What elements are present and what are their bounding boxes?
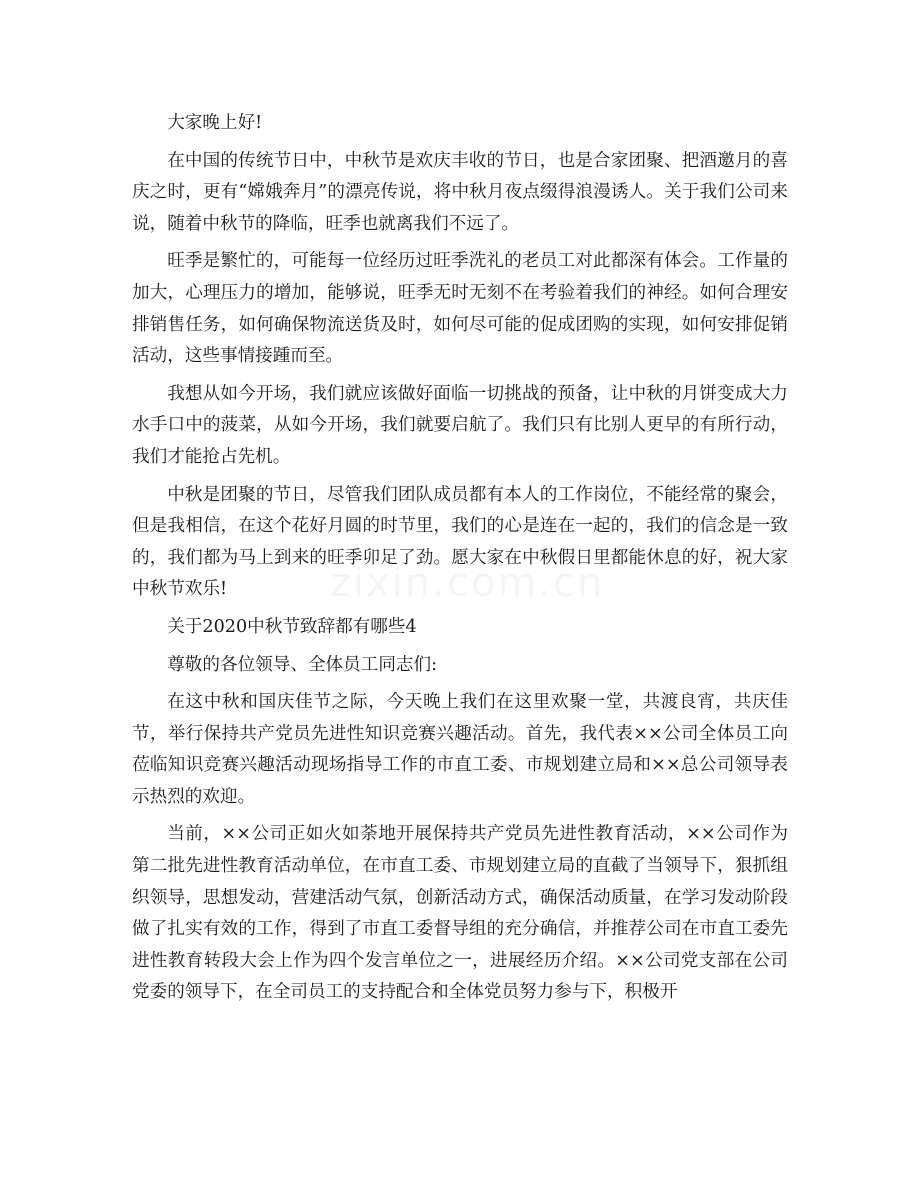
body-paragraph: 旺季是繁忙的，可能每一位经历过旺季洗礼的老员工对此都深有体会。工作量的加大，心理压力的增加，能够说，旺季无时无刻不在考验着我们的神经。如何合理安排销售任务，如何确保物流送货及时，如何尽可能的促成团购的实现，如何安排促销活动，这些事情接踵而至。 — [132, 251, 788, 367]
greeting-paragraph: 大家晚上好! — [167, 113, 263, 133]
body-paragraph: 中秋是团聚的节日，尽管我们团队成员都有本人的工作岗位，不能经常的聚会，但是我相信，在这个花好月圆的时节里，我们的心是连在一起的，我们的信念是一致的，我们都为马上到来的旺季卯足了劲。愿大家在中秋假日里都能休息的好，祝大家中秋节欢乐! — [132, 484, 788, 600]
section-heading: 关于2020中秋节致辞都有哪些4 — [167, 616, 417, 637]
body-paragraph: 我想从如今开场，我们就应该做好面临一切挑战的预备，让中秋的月饼变成大力水手口中的菠菜，从如今开场，我们就要启航了。我们只有比别人更早的有所行动，我们才能抢占先机。 — [132, 383, 788, 467]
body-paragraph: 在这中秋和国庆佳节之际，今天晚上我们在这里欢聚一堂，共渡良宵，共庆佳节，举行保持共产党员先进性知识竞赛兴趣活动。首先，我代表××公司全体员工向莅临知识竞赛兴趣活动现场指导工作的市直工委、市规划建立局和××总公司领导表示热烈的欢迎。 — [132, 692, 788, 807]
body-paragraph: 在中国的传统节日中，中秋节是欢庆丰收的节日，也是合家团聚、把酒邀月的喜庆之时，更有“嫦娥奔月”的漂亮传说，将中秋月夜点缀得浪漫诱人。关于我们公司来说，随着中秋节的降临，旺季也就离我们不远了。 — [132, 150, 788, 234]
body-paragraph: 当前，××公司正如火如荼地开展保持共产党员先进性教育活动，××公司作为第二批先进性教育活动单位，在市直工委、市规划建立局的直截了当领导下，狠抓组织领导，思想发动，营建活动气氛，创新活动方式，确保活动质量，在学习发动阶段做了扎实有效的工作，得到了市直工委督导组的充分确信，并推荐公司在市直工委先进性教育转段大会上作为四个发言单位之一，进展经历介绍。××公司党支部在公司党委的领导下，在全司员工的支持配合和全体党员努力参与下，积极开 — [132, 824, 788, 1003]
document-body — [132, 108, 788, 1015]
salutation-paragraph: 尊敬的各位领导、全体员工同志们: — [167, 654, 438, 675]
